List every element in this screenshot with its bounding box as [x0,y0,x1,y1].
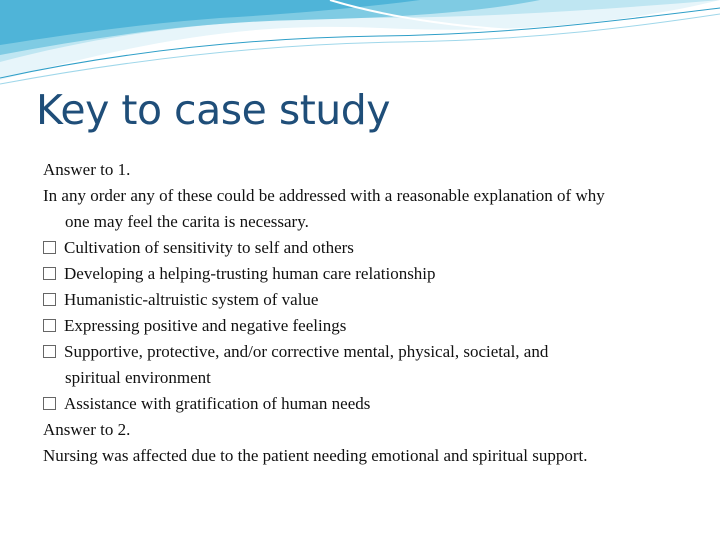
list-item [43,287,693,313]
list-item-continuation: spiritual environment [65,368,211,387]
list-item [43,313,693,339]
list-item [43,261,693,287]
answer-1-heading: Answer to 1. [43,160,131,179]
list-item-text: Cultivation of sensitivity to self and others [64,238,354,257]
list-item-text: Assistance with gratification of human needs [64,394,371,413]
header-wave-decoration [0,0,720,90]
list-item [43,391,693,417]
checkbox-square-icon [43,345,56,358]
slide-body [43,157,693,469]
checkbox-square-icon [43,293,56,306]
intro-line-1: In any order any of these could be addressed with a reasonable explanation of why [43,186,605,205]
intro-line-2: one may feel the carita is necessary. [65,212,309,231]
list-item-text: Supportive, protective, and/or corrective mental, physical, societal, and [64,342,549,361]
list-item [43,339,693,365]
checkbox-square-icon [43,241,56,254]
slide-title: Key to case study [36,86,391,134]
list-item [43,235,693,261]
answer-2-heading: Answer to 2. [43,420,131,439]
list-item-text: Humanistic-altruistic system of value [64,290,319,309]
checkbox-square-icon [43,267,56,280]
answer-2-text: Nursing was affected due to the patient needing emotional and spiritual support. [43,446,588,465]
checkbox-square-icon [43,319,56,332]
list-item-text: Developing a helping-trusting human care relationship [64,264,436,283]
checkbox-square-icon [43,397,56,410]
list-item-text: Expressing positive and negative feelings [64,316,347,335]
